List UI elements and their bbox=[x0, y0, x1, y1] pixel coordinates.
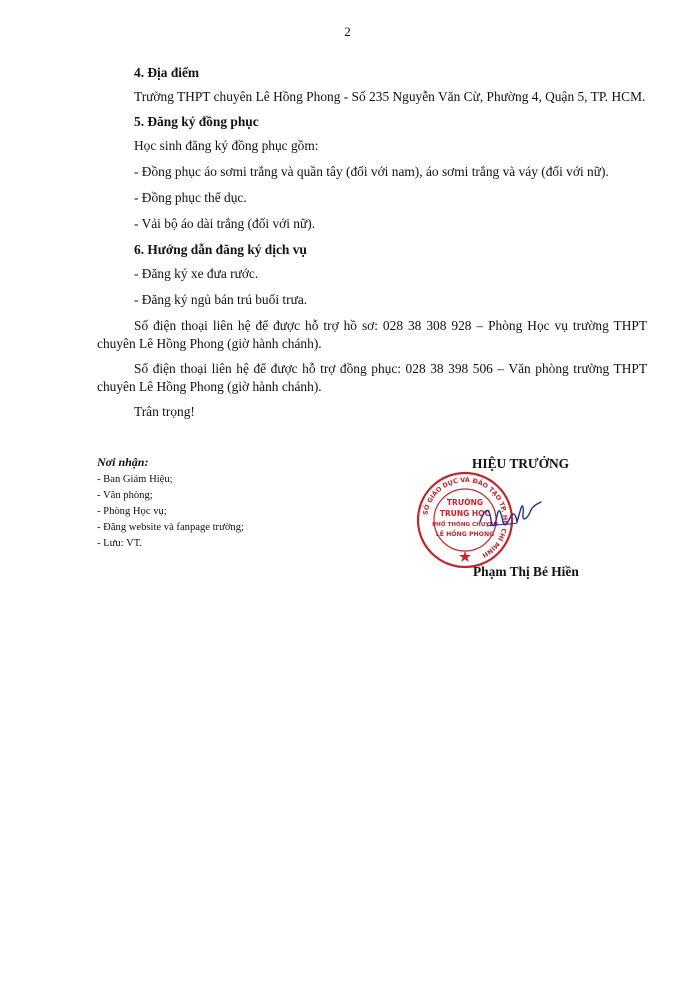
recipient-item: - Ban Giám Hiệu; bbox=[97, 473, 173, 485]
section-4-heading: 4. Địa điểm bbox=[134, 65, 200, 80]
section-5-heading: 5. Đăng ký đồng phục bbox=[134, 114, 259, 129]
seal-star-icon bbox=[459, 551, 471, 562]
document-body bbox=[97, 64, 647, 429]
contact-records: Số điện thoại liên hệ để được hỗ trợ hồ sơ: 028 38 308 928 – Phòng Học vụ trường THPT chuyên Lê Hồng Phong (giờ hành chánh). bbox=[97, 318, 647, 351]
page-number: 2 bbox=[344, 24, 351, 39]
handwritten-signature bbox=[477, 498, 545, 538]
section-6-heading: 6. Hướng dẫn đăng ký dịch vụ bbox=[134, 242, 307, 257]
seal-ring-text: SỞ GIÁO DỤC VÀ ĐÀO TẠO TP. HỒ CHÍ MINH bbox=[421, 475, 510, 560]
seal-line-4: LÊ HỒNG PHONG bbox=[435, 531, 495, 538]
recipient-item: - Lưu: VT. bbox=[97, 537, 143, 549]
section-5-intro: Học sinh đăng ký đồng phục gồm: bbox=[134, 138, 319, 153]
seal-line-3: PHỔ THÔNG CHUYÊN bbox=[432, 522, 498, 528]
signer-title: HIỆU TRƯỞNG bbox=[472, 456, 570, 471]
signer-name: Phạm Thị Bé Hiền bbox=[473, 564, 579, 579]
list-item: - Đồng phục áo sơmi trắng và quần tây (đối với nam), áo sơmi trắng và váy (đối với nữ). bbox=[134, 164, 609, 179]
list-item: - Đăng ký ngủ bán trú buổi trưa. bbox=[134, 292, 308, 307]
list-item: - Đồng phục thể dục. bbox=[134, 190, 247, 205]
recipient-item: - Văn phòng; bbox=[97, 489, 153, 501]
list-item: - Vải bộ áo dài trắng (đối với nữ). bbox=[134, 216, 316, 231]
contact-uniform: Số điện thoại liên hệ để được hỗ trợ đồng phục: 028 38 398 506 – Văn phòng trường THPT chuyên Lê Hồng Phong (giờ hành chánh). bbox=[97, 361, 647, 394]
seal-line-2: TRUNG HỌC bbox=[439, 509, 491, 518]
closing-text: Trân trọng! bbox=[134, 404, 195, 419]
recipient-item: - Phòng Học vụ; bbox=[97, 505, 167, 517]
seal-line-1: TRƯỜNG bbox=[446, 498, 484, 507]
section-4-text: Trường THPT chuyên Lê Hồng Phong - Số 235 Nguyễn Văn Cừ, Phường 4, Quận 5, TP. HCM. bbox=[134, 89, 646, 104]
recipient-item: - Đăng website và fanpage trường; bbox=[97, 521, 244, 533]
recipients-title: Nơi nhận: bbox=[97, 455, 149, 469]
list-item: - Đăng ký xe đưa rước. bbox=[134, 266, 259, 281]
recipients-block bbox=[97, 455, 337, 553]
